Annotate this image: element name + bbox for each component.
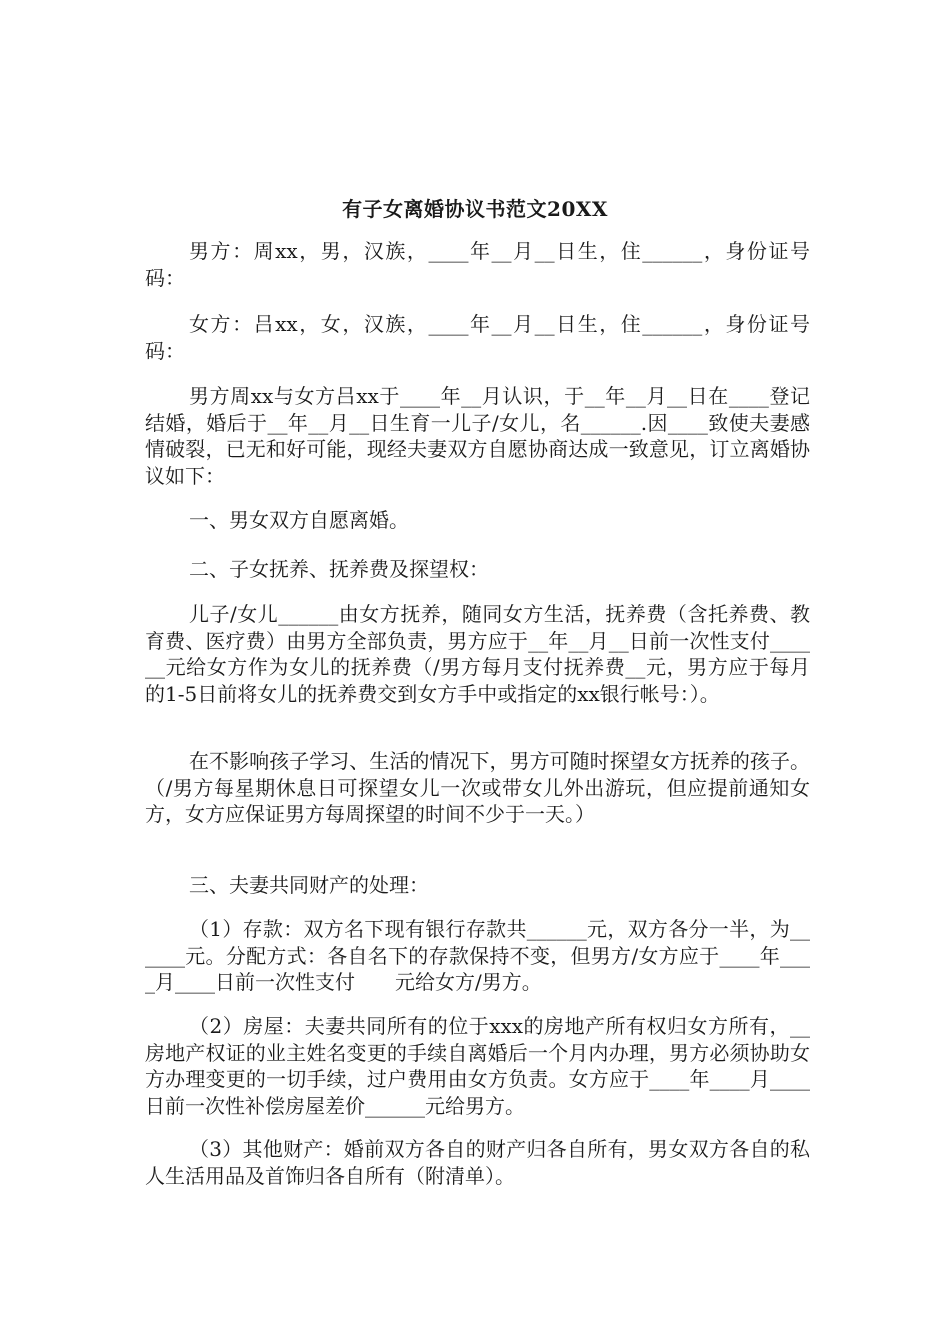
paragraph-marriage-background bbox=[145, 383, 810, 489]
paragraph-husband-info bbox=[145, 238, 810, 291]
paragraph-text: 二、子女抚养、抚养费及探望权： bbox=[189, 557, 489, 581]
paragraph-house bbox=[145, 1013, 810, 1119]
paragraph-deposits bbox=[145, 916, 810, 996]
paragraph-text: （2）房屋：夫妻共同所有的位于xxx的房地产所有权归女方所有，__房地产权证的业主姓名变更的手续自离婚后一个月内办理，男方必须协助女方办理变更的一切手续，过户费用由女方负责。女方应于____年____月____日前一次性补偿房屋差价______元给男方。 bbox=[145, 1014, 810, 1118]
paragraph-other-property bbox=[145, 1136, 810, 1189]
paragraph-text: （3）其他财产：婚前双方各自的财产归各自所有，男女双方各自的私人生活用品及首饰归各自所有（附清单）。 bbox=[145, 1137, 810, 1188]
paragraph-clause-1 bbox=[145, 507, 810, 534]
paragraph-visitation bbox=[145, 748, 810, 828]
document-title: 有子女离婚协议书范文20XX bbox=[342, 197, 608, 221]
paragraph-text: （1）存款：双方名下现有银行存款共______元，双方各分一半，为______元。分配方式：各自名下的存款保持不变，但男方/女方应于____年____月____日前一次性支付 元给女方/男方。 bbox=[145, 917, 810, 994]
paragraph-clause-3-heading bbox=[145, 872, 810, 899]
paragraph-clause-2-heading bbox=[145, 556, 810, 583]
paragraph-text: 男方：周xx，男，汉族，____年__月__日生，住______，身份证号码： bbox=[145, 239, 810, 290]
paragraph-text: 女方：吕xx，女，汉族，____年__月__日生，住______，身份证号码： bbox=[145, 312, 810, 363]
paragraph-text: 儿子/女儿______由女方抚养，随同女方生活，抚养费（含托养费、教育费、医疗费）由男方全部负责，男方应于__年__月__日前一次性支付______元给女方作为女儿的抚养费（/男方每月支付抚养费__元，男方应于每月的1-5日前将女儿的抚养费交到女方手中或指定的xx银行帐号：）。 bbox=[145, 602, 810, 706]
paragraph-text: 男方周xx与女方吕xx于____年__月认识，于__年__月__日在____登记结婚，婚后于__年__月__日生育一儿子/女儿，名______.因____致使夫妻感情破裂，已无和好可能，现经夫妻双方自愿协商达成一致意见，订立离婚协议如下： bbox=[145, 384, 810, 488]
paragraph-child-support bbox=[145, 601, 810, 707]
paragraph-wife-info bbox=[145, 311, 810, 364]
paragraph-text: 在不影响孩子学习、生活的情况下，男方可随时探望女方抚养的孩子。（/男方每星期休息日可探望女儿一次或带女儿外出游玩，但应提前通知女方，女方应保证男方每周探望的时间不少于一天。） bbox=[145, 749, 810, 826]
paragraph-text: 三、夫妻共同财产的处理： bbox=[189, 873, 429, 897]
paragraph-text: 一、男女双方自愿离婚。 bbox=[189, 508, 409, 532]
